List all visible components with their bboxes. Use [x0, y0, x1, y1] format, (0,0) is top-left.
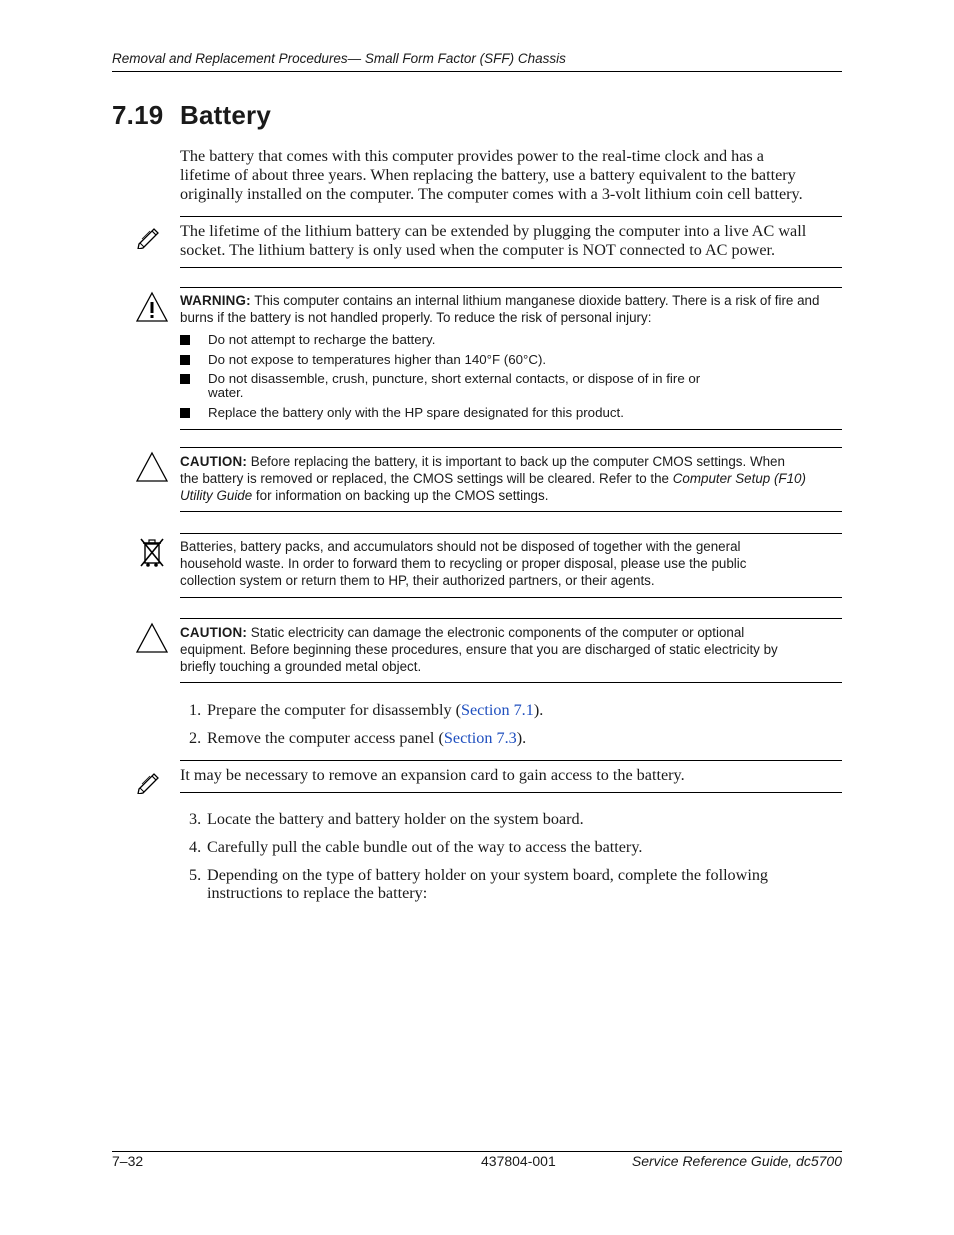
warning-rule-bottom	[180, 429, 842, 430]
caution-line: Before replacing the battery, it is important to back up the computer CMOS settings. When	[247, 454, 785, 469]
bullet-square	[180, 355, 190, 365]
bullet-square	[180, 374, 190, 384]
step-text: Prepare the computer for disassembly (	[207, 701, 461, 719]
note-2	[180, 766, 842, 785]
caution-rule-bottom	[180, 511, 842, 512]
step-text-end: ).	[533, 701, 544, 719]
caution-1-text	[180, 453, 842, 504]
step-text: Remove the computer access panel (	[207, 729, 444, 747]
section-title	[112, 100, 271, 131]
step-number: 3.	[189, 810, 202, 828]
step-2	[189, 729, 829, 747]
step-text: Locate the battery and battery holder on the system board.	[207, 810, 584, 828]
note-1	[180, 222, 842, 260]
footer-rule	[112, 1151, 842, 1152]
caution-2-text	[180, 624, 842, 675]
bullet-text: Do not disassemble, crush, puncture, short external contacts, or dispose of in fire or water.	[208, 371, 701, 400]
step-text: Depending on the type of battery holder on your system board, complete the following	[207, 866, 769, 884]
crossed-bin-icon	[139, 536, 165, 568]
note-rule-bottom	[180, 267, 842, 268]
section-7-3-link[interactable]: Section 7.3	[443, 729, 517, 747]
pencil-icon	[136, 225, 162, 249]
step-text: instructions to replace the battery:	[207, 884, 428, 902]
warning-bullet-list	[180, 333, 740, 425]
warning-line: This computer contains an internal lithium manganese dioxide battery. There is a risk of fire and	[250, 293, 820, 308]
bullet-square	[180, 335, 190, 345]
pencil-icon	[136, 770, 162, 794]
page-number: 7–32	[112, 1153, 144, 1169]
disposal-line: collection system or return them to HP, their authorized partners, or their agents.	[180, 573, 655, 588]
step-text: Carefully pull the cable bundle out of the way to access the battery.	[207, 838, 643, 856]
caution-line: Static electricity can damage the electronic components of the computer or optional	[247, 625, 745, 640]
warning-label: WARNING:	[180, 293, 251, 308]
guide-name: Service Reference Guide, dc5700	[631, 1153, 842, 1169]
caution-rule-top	[180, 447, 842, 448]
caution-triangle-icon	[135, 622, 169, 654]
caution-line: for information on backing up the CMOS settings.	[252, 488, 549, 503]
section-number: 7.19	[112, 100, 164, 130]
note-line: The lifetime of the lithium battery can be extended by plugging the computer into a live AC wall	[180, 222, 807, 240]
caution-label: CAUTION:	[180, 454, 248, 469]
step-number: 4.	[189, 838, 202, 856]
step-3	[189, 810, 829, 828]
note-rule-bottom	[180, 792, 842, 793]
list-item	[180, 353, 740, 367]
bullet-square	[180, 408, 190, 418]
list-item	[180, 406, 740, 420]
intro-line: originally installed on the computer. The computer comes with a 3-volt lithium coin cell battery.	[180, 185, 803, 203]
caution-rule-top	[180, 618, 842, 619]
header-rule	[112, 71, 842, 72]
note-rule-top	[180, 760, 842, 761]
document-number: 437804-001	[481, 1153, 556, 1169]
guide-title: Utility Guide	[180, 488, 253, 503]
intro-line: lifetime of about three years. When replacing the battery, use a battery equivalent to the battery	[180, 166, 796, 184]
note-line: socket. The lithium battery is only used when the computer is NOT connected to AC power.	[180, 241, 776, 259]
caution-line: equipment. Before beginning these procedures, ensure that you are discharged of static electricity by	[180, 642, 778, 657]
list-item	[180, 372, 738, 400]
section-title-text: Battery	[180, 100, 271, 130]
disposal-text	[180, 538, 842, 589]
step-4	[189, 838, 829, 856]
warning-triangle-icon	[135, 291, 169, 323]
step-number: 1.	[189, 701, 202, 719]
running-header: Removal and Replacement Procedures— Small Form Factor (SFF) Chassis	[112, 51, 566, 66]
note-line: It may be necessary to remove an expansion card to gain access to the battery.	[180, 766, 685, 784]
step-number: 5.	[189, 866, 202, 884]
step-text-end: ).	[516, 729, 527, 747]
disposal-line: Batteries, battery packs, and accumulators should not be disposed of together with the general	[180, 539, 741, 554]
disposal-rule-bottom	[180, 597, 842, 598]
bullet-text: Do not attempt to recharge the battery.	[208, 332, 436, 347]
step-5	[189, 866, 829, 902]
guide-title: Computer Setup (F10)	[672, 471, 806, 486]
warning-rule-top	[180, 287, 842, 288]
disposal-line: household waste. In order to forward them to recycling or proper disposal, please use the public	[180, 556, 747, 571]
disposal-rule-top	[180, 533, 842, 534]
bullet-text: Replace the battery only with the HP spare designated for this product.	[208, 404, 624, 420]
intro-paragraph	[180, 147, 842, 204]
caution-line: briefly touching a grounded metal object.	[180, 659, 422, 674]
list-item	[180, 333, 740, 347]
caution-line: the battery is removed or replaced, the CMOS settings will be cleared. Refer to the	[180, 471, 673, 486]
step-1	[189, 701, 829, 719]
section-7-1-link[interactable]: Section 7.1	[460, 701, 534, 719]
bullet-text: Do not expose to temperatures higher than 140°F (60°C).	[208, 351, 547, 367]
caution-triangle-icon	[135, 451, 169, 483]
step-number: 2.	[189, 729, 202, 747]
warning-line: burns if the battery is not handled properly. To reduce the risk of personal injury:	[180, 310, 652, 325]
note-rule-top	[180, 216, 842, 217]
caution-rule-bottom	[180, 682, 842, 683]
warning-text	[180, 292, 842, 326]
intro-line: The battery that comes with this computer provides power to the real-time clock and has a	[180, 147, 764, 165]
caution-label: CAUTION:	[180, 625, 248, 640]
